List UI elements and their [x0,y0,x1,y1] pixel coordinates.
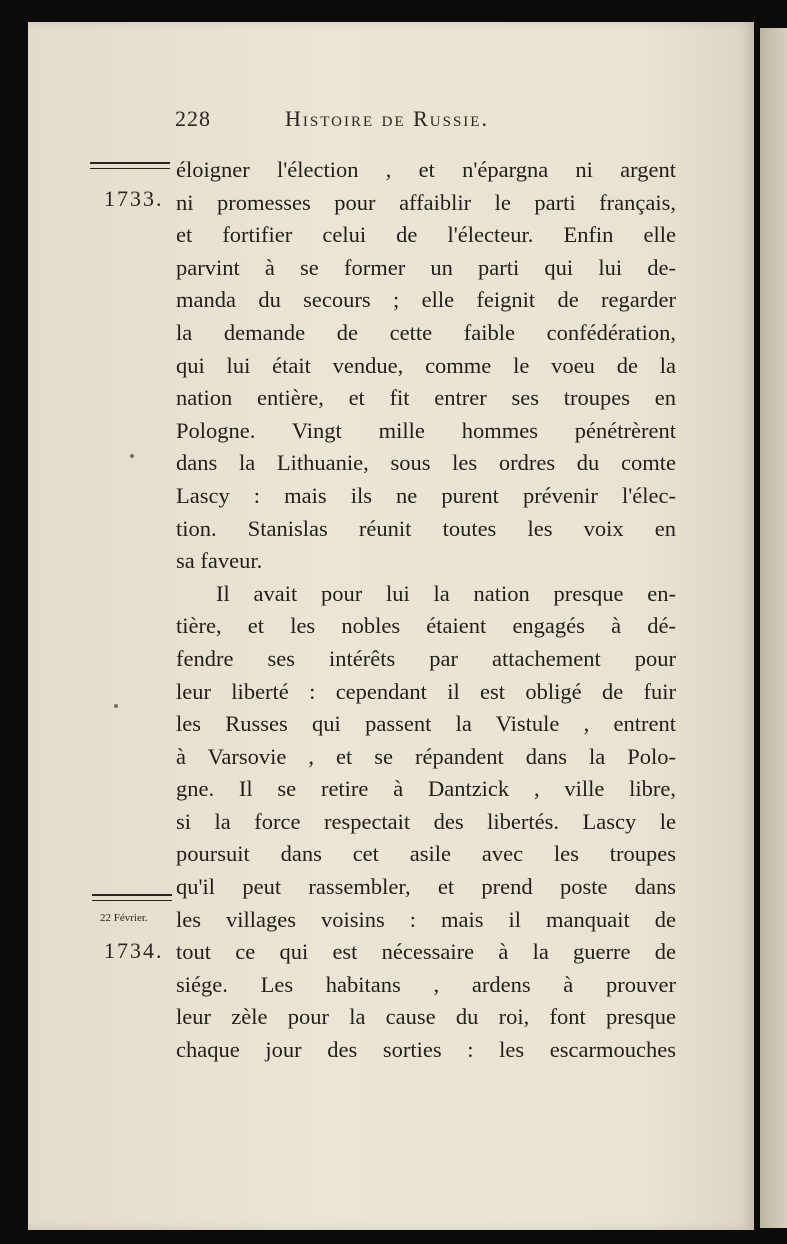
text-line: si la force respectait des libertés. Lascy le [176,808,676,834]
text-line: nation entière, et fit entrer ses troupes en [176,385,676,411]
text-line: chaque jour des sorties : les escarmouches [176,1037,676,1063]
text-line: manda du secours ; elle feignit de regarder [176,287,676,313]
text-line: les Russes qui passent la Vistule , entrent [176,711,676,737]
text-line: Pologne. Vingt mille hommes pénétrèrent [176,417,676,443]
text-line: gne. Il se retire à Dantzick , ville libre, [176,776,676,802]
text-line: tière, et les nobles étaient engagés à dé- [176,613,676,639]
text-line: Il avait pour lui la nation presque en- [216,580,676,606]
margin-rule [90,162,170,164]
margin-rule [90,168,170,169]
text-line: les villages voisins : mais il manquait de [176,906,676,932]
margin-rule [92,894,172,896]
text-line: dans la Lithuanie, sous les ordres du comte [176,450,676,476]
text-line: éloigner l'élection , et n'épargna ni argent [176,157,676,182]
text-line: et fortifier celui de l'électeur. Enfin elle [176,222,676,248]
text-line: tion. Stanislas réunit toutes les voix en [176,515,676,541]
margin-year-1733: 1733. [104,186,164,211]
body-text [176,154,676,1067]
text-line: leur zèle pour la cause du roi, font presque [176,1004,676,1030]
text-line: leur liberté : cependant il est obligé de fuir [176,678,676,704]
text-line: tout ce qui est nécessaire à la guerre de [176,939,676,965]
text-line: Lascy : mais ils ne purent prévenir l'élec- [176,482,676,508]
text-line: la demande de cette faible confédération, [176,319,676,345]
text-line: ni promesses pour affaiblir le parti français, [176,189,676,215]
paper-speck [130,454,134,458]
text-line: à Varsovie , et se répandent dans la Polo- [176,743,676,769]
text-line: qu'il peut rassembler, et prend poste dans [176,874,676,900]
text-line: siége. Les habitans , ardens à prouver [176,971,676,997]
margin-rule [92,900,172,901]
text-line: sa faveur. [176,548,263,574]
margin-date-note: 22 Février. [100,912,148,924]
page-header [175,106,675,136]
text-line: parvint à se former un parti qui lui de- [176,254,676,280]
next-page-edge [760,28,787,1228]
page-number: 228 [175,106,211,131]
text-line: fendre ses intérêts par attachement pour [176,645,676,671]
margin-year-1734: 1734. [104,938,164,963]
paper-speck [114,704,118,708]
running-title: Histoire de Russie. [285,106,489,131]
text-line: poursuit dans cet asile avec les troupes [176,841,676,867]
text-line: qui lui était vendue, comme le voeu de la [176,352,676,378]
